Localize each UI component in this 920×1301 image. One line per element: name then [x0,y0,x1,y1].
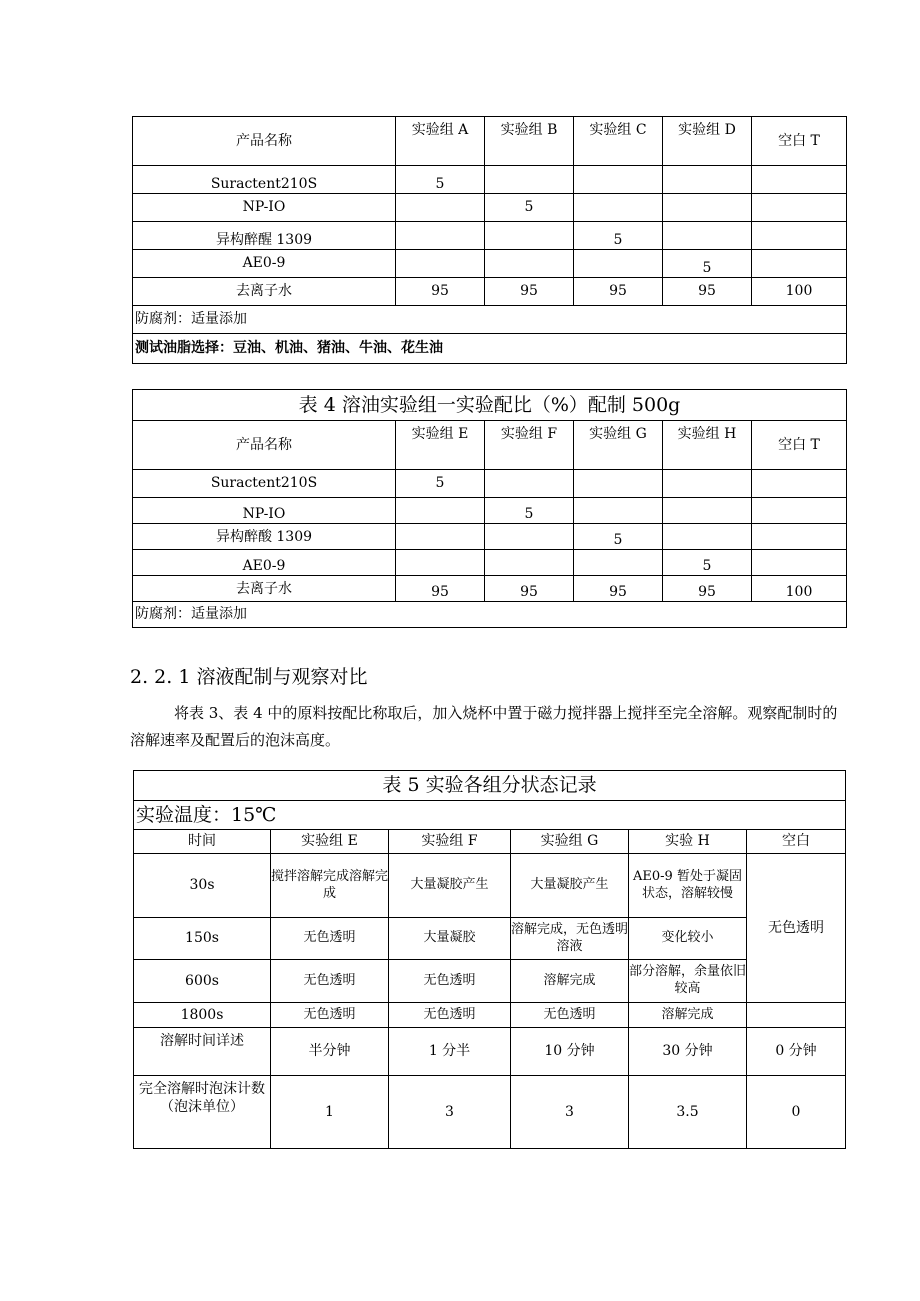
table-cell [574,498,663,524]
table-row [133,222,847,250]
table-cell [485,222,574,250]
test-oils-row [133,334,847,364]
table-cell [752,524,847,550]
table-cell [485,550,574,576]
table-cell: 无色透明 [389,1003,511,1028]
table-cell [574,194,663,222]
table-cell: 搅拌溶解完成溶解完成 [271,854,389,918]
header-group-f: 实验组 F [389,830,511,854]
table-cell: 大量凝胶 [389,918,511,960]
dissolve-time-label: 溶解时间详述 [134,1028,271,1076]
table-cell: NP-IO [133,498,396,524]
temperature-row [134,801,846,830]
table-cell [485,524,574,550]
table-cell [752,194,847,222]
preservative-note: 防腐剂：适量添加 [133,306,847,334]
table-cell [752,250,847,278]
preservative-row [133,602,847,628]
table-cell: 5 [396,470,485,498]
table-cell [752,470,847,498]
table-row [133,194,847,222]
preservative-note: 防腐剂：适量添加 [133,602,847,628]
table-cell: 溶解完成，无色透明溶液 [511,918,629,960]
header-group-f: 实验组 F [485,421,574,470]
header-group-h: 实验 H [629,830,747,854]
table-cell [752,550,847,576]
table-row [134,1003,846,1028]
foam-count-row [134,1076,846,1149]
table-cell: Suractent210S [133,470,396,498]
dissolve-time-row [134,1028,846,1076]
table-cell [485,166,574,194]
table-cell [663,498,752,524]
table-cell [485,470,574,498]
header-group-b: 实验组 B [485,117,574,166]
table-cell: 溶解完成 [511,960,629,1003]
header-product-name: 产品名称 [133,117,396,166]
table-cell [747,1003,846,1028]
table-cell: 去离子水 [133,278,396,306]
header-blank-t: 空白 T [752,117,847,166]
table-cell: 3.5 [629,1076,747,1149]
table-row [133,498,847,524]
table-cell [574,250,663,278]
table-cell: 3 [389,1076,511,1149]
table-cell [663,524,752,550]
table-cell: 5 [485,194,574,222]
section-heading: 2. 2. 1 溶液配制与观察对比 [130,666,368,688]
table-cell [663,194,752,222]
header-blank-t: 空白 T [752,421,847,470]
table-cell: NP-IO [133,194,396,222]
table-cell: 0 分钟 [747,1028,846,1076]
table-row [133,470,847,498]
table-cell [396,194,485,222]
table-cell: 异构醉醒 1309 [133,222,396,250]
time-cell: 600s [134,960,271,1003]
table-3-formulation [132,116,847,364]
table-cell: 变化较小 [629,918,747,960]
time-cell: 150s [134,918,271,960]
table-row [133,576,847,602]
table-cell: 95 [663,576,752,602]
table-row [134,854,846,918]
table-cell [663,166,752,194]
table-cell: 100 [752,576,847,602]
table-cell: 大量凝胶产生 [511,854,629,918]
header-time: 时间 [134,830,271,854]
table-row [134,960,846,1003]
experiment-temperature: 实验温度：15℃ [134,801,846,830]
table-4-formulation [132,389,847,628]
table-cell: 5 [574,524,663,550]
table-cell: 大量凝胶产生 [389,854,511,918]
header-group-d: 实验组 D [663,117,752,166]
table-cell: 100 [752,278,847,306]
table-cell: 去离子水 [133,576,396,602]
table-cell: 异构醉酸 1309 [133,524,396,550]
table-cell: 95 [574,576,663,602]
table-cell: 3 [511,1076,629,1149]
table-cell: 5 [485,498,574,524]
blank-state-cell: 无色透明 [747,854,846,1003]
table-cell: Suractent210S [133,166,396,194]
table-cell: 1 [271,1076,389,1149]
table-cell: 5 [574,222,663,250]
table-cell [752,498,847,524]
header-group-g: 实验组 G [574,421,663,470]
table-row [133,166,847,194]
table-row [133,550,847,576]
table-cell [663,222,752,250]
table-cell [396,524,485,550]
table-cell: 5 [396,166,485,194]
table-cell: 95 [396,576,485,602]
table-cell: 部分溶解，余量依旧较高 [629,960,747,1003]
table-cell: 无色透明 [271,918,389,960]
table-cell [574,470,663,498]
table-cell: 无色透明 [271,1003,389,1028]
table-cell [396,498,485,524]
table-cell: 1 分半 [389,1028,511,1076]
table-cell: 30 分钟 [629,1028,747,1076]
table-row [133,250,847,278]
test-oils-note: 测试油脂选择：豆油、机油、猪油、牛油、花生油 [133,334,847,364]
table-cell: AE0-9 [133,250,396,278]
table-cell [396,250,485,278]
table-caption-row [133,390,847,421]
table-cell: 95 [485,278,574,306]
table-row [133,524,847,550]
table-4-caption: 表 4 溶油实验组一实验配比（%）配制 500g [133,390,847,421]
header-blank: 空白 [747,830,846,854]
table-cell [396,550,485,576]
table-cell: 0 [747,1076,846,1149]
table-cell: 无色透明 [389,960,511,1003]
table-cell [396,222,485,250]
table-caption-row [134,771,846,801]
table-cell: 无色透明 [511,1003,629,1028]
table-header-row [134,830,846,854]
table-row [133,278,847,306]
table-cell [752,166,847,194]
header-group-a: 实验组 A [396,117,485,166]
table-cell: 95 [396,278,485,306]
table-cell: AE0-9 [133,550,396,576]
table-cell: 5 [663,250,752,278]
table-cell: 溶解完成 [629,1003,747,1028]
header-group-h: 实验组 H [663,421,752,470]
table-cell: 95 [663,278,752,306]
table-cell: 10 分钟 [511,1028,629,1076]
table-row [134,918,846,960]
table-cell [574,166,663,194]
table-cell [485,250,574,278]
table-cell: 无色透明 [271,960,389,1003]
table-header-row [133,421,847,470]
table-cell [663,470,752,498]
section-paragraph: 将表 3、表 4 中的原料按配比称取后，加入烧杯中置于磁力搅拌器上搅拌至完全溶解。观察配制时的溶解速率及配置后的泡沫高度。 [130,704,838,749]
table-cell: AE0-9 暂处于凝固状态，溶解较慢 [629,854,747,918]
table-5-state-record [133,770,846,1149]
table-header-row [133,117,847,166]
table-cell: 半分钟 [271,1028,389,1076]
header-product-name: 产品名称 [133,421,396,470]
header-group-g: 实验组 G [511,830,629,854]
table-5-caption: 表 5 实验各组分状态记录 [134,771,846,801]
table-cell: 95 [574,278,663,306]
table-cell: 95 [485,576,574,602]
table-cell: 5 [663,550,752,576]
table-cell [752,222,847,250]
foam-count-label: 完全溶解时泡沫计数（泡沫单位） [134,1076,271,1149]
time-cell: 1800s [134,1003,271,1028]
header-group-e: 实验组 E [396,421,485,470]
header-group-c: 实验组 C [574,117,663,166]
time-cell: 30s [134,854,271,918]
table-cell [574,550,663,576]
header-group-e: 实验组 E [271,830,389,854]
preservative-row [133,306,847,334]
